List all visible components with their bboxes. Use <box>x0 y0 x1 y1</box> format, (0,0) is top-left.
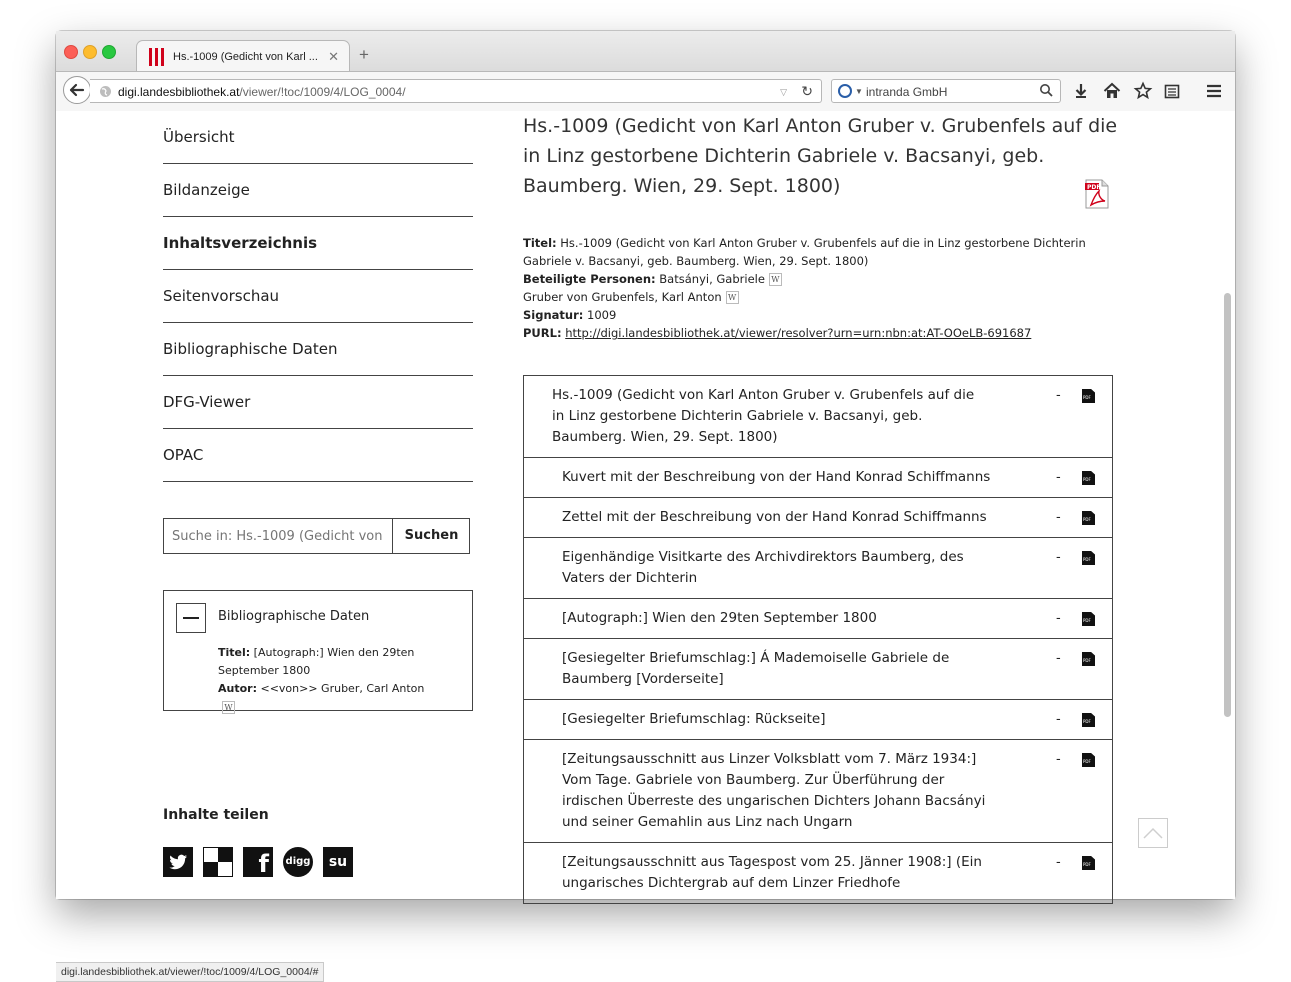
svg-text:PDF: PDF <box>1087 184 1101 191</box>
back-button[interactable] <box>63 76 91 104</box>
page-title: Hs.-1009 (Gedicht von Karl Anton Gruber v. Grubenfels auf die in Linz gestorbene Dichterin Gabriele v. Bacsanyi, geb. Baumberg. Wien, 29. Sept. 1800) <box>523 115 1118 197</box>
meta-signatur-label: Signatur: <box>523 308 584 322</box>
sidebar-navigation <box>163 111 473 482</box>
toc-row <box>524 639 1112 700</box>
home-icon[interactable] <box>1102 81 1122 101</box>
sidebar-search-input[interactable] <box>164 519 393 553</box>
table-of-contents <box>523 375 1113 904</box>
tab-bar <box>56 31 1235 71</box>
search-bar[interactable] <box>831 79 1061 103</box>
wikipedia-icon[interactable]: W <box>726 291 739 304</box>
toc-row <box>524 599 1112 639</box>
url-bar[interactable] <box>90 79 822 103</box>
chevron-up-icon <box>1139 819 1167 847</box>
vertical-scrollbar[interactable] <box>1224 293 1231 717</box>
search-engine-text: intranda GmbH <box>866 85 948 99</box>
close-window-button[interactable] <box>64 45 78 59</box>
toc-dash: - <box>1056 712 1061 727</box>
toc-dash: - <box>1056 470 1061 485</box>
sidebar-item-seitenvorschau[interactable]: Seitenvorschau <box>163 270 473 323</box>
globe-icon <box>99 85 112 98</box>
wikipedia-icon[interactable]: W <box>222 701 235 714</box>
pdf-icon[interactable] <box>1082 856 1095 870</box>
pdf-download-icon[interactable] <box>1085 179 1109 209</box>
meta-persons-label: Beteiligte Personen: <box>523 272 656 286</box>
pdf-icon[interactable] <box>1082 511 1095 525</box>
meta-titel-label: Titel: <box>523 236 557 250</box>
sidebar-item-bibliographische-daten[interactable]: Bibliographische Daten <box>163 323 473 376</box>
library-favicon-icon <box>149 48 165 66</box>
pdf-icon[interactable] <box>1082 551 1095 565</box>
zoom-window-button[interactable] <box>102 45 116 59</box>
scroll-to-top-button[interactable] <box>1138 818 1168 848</box>
toc-link[interactable]: [Zeitungsausschnitt aus Tagespost vom 25. Jänner 1908:] (Ein ungarisches Dichtergrab auf dem Linzer Friedhofe <box>562 854 982 891</box>
toc-row <box>524 538 1112 599</box>
search-engine-icon[interactable] <box>838 84 852 98</box>
sidebar-item-bildanzeige[interactable]: Bildanzeige <box>163 164 473 217</box>
bib-titel-value: [Autograph:] Wien den 29ten September 1800 <box>218 646 415 677</box>
toc-link[interactable]: [Autograph:] Wien den 29ten September 1800 <box>562 610 877 626</box>
bibliographic-data-widget <box>163 590 473 711</box>
toc-link[interactable]: Hs.-1009 (Gedicht von Karl Anton Gruber v. Grubenfels auf die in Linz gestorbene Dichterin Gabriele v. Bacsanyi, geb. Baumberg. Wien, 29. Sept. 1800) <box>552 387 975 445</box>
toc-dash: - <box>1056 388 1061 403</box>
bib-autor-label: Autor: <box>218 682 257 695</box>
reload-icon[interactable]: ↻ <box>801 83 813 99</box>
pdf-icon[interactable] <box>1082 389 1095 403</box>
pdf-icon[interactable] <box>1082 652 1095 666</box>
pdf-icon[interactable] <box>1082 753 1095 767</box>
url-text <box>118 85 406 99</box>
pdf-icon[interactable] <box>1082 713 1095 727</box>
navigation-toolbar <box>56 71 1235 112</box>
toc-link[interactable]: [Zeitungsausschnitt aus Linzer Volksblatt vom 7. März 1934:] Vom Tage. Gabriele von Baumberg. Zur Überführung der irdischen Überreste des ungarischen Dichters Johann Bacsányi und seiner Gemahlin aus Linz nach Ungarn <box>562 751 986 830</box>
toc-dash: - <box>1056 855 1061 870</box>
toc-dash: - <box>1056 550 1061 565</box>
bookmark-star-icon[interactable] <box>1133 81 1153 101</box>
purl-link[interactable]: http://digi.landesbibliothek.at/viewer/resolver?urn=urn:nbn:at:AT-OOeLB-691687 <box>565 326 1032 340</box>
twitter-bird-icon <box>163 847 193 877</box>
tab-title: Hs.-1009 (Gedicht von Karl ... <box>173 51 318 63</box>
toc-row <box>524 843 1112 903</box>
digg-icon[interactable]: digg <box>283 847 313 877</box>
sidebar-item-opac[interactable]: OPAC <box>163 429 473 482</box>
toc-dash: - <box>1056 651 1061 666</box>
browser-tab[interactable] <box>136 40 350 73</box>
pdf-icon[interactable] <box>1082 612 1095 626</box>
bib-titel-label: Titel: <box>218 646 251 659</box>
url-path: /viewer/!toc/1009/4/LOG_0004/ <box>239 85 406 99</box>
toc-link[interactable]: Eigenhändige Visitkarte des Archivdirektors Baumberg, des Vaters der Dichterin <box>562 549 964 586</box>
sidebar-item-dfg-viewer[interactable]: DFG-Viewer <box>163 376 473 429</box>
metadata-block <box>523 234 1123 342</box>
url-dropdown-icon[interactable]: ▽ <box>780 87 787 97</box>
share-title: Inhalte teilen <box>163 807 269 823</box>
toc-row <box>524 740 1112 843</box>
search-icon[interactable] <box>1039 83 1054 98</box>
toc-link[interactable]: [Gesiegelter Briefumschlag:] Á Mademoiselle Gabriele de Baumberg [Vorderseite] <box>562 650 950 687</box>
meta-person-1: Batsányi, Gabriele <box>659 272 765 286</box>
delicious-squares-icon <box>204 848 232 876</box>
collapse-minus-icon[interactable] <box>176 603 206 633</box>
toc-row <box>524 458 1112 498</box>
toc-dash: - <box>1056 611 1061 626</box>
toc-dash: - <box>1056 510 1061 525</box>
reading-list-icon[interactable] <box>1162 81 1182 101</box>
status-bar: digi.landesbibliothek.at/viewer/!toc/1009/4/LOG_0004/# <box>56 962 324 982</box>
browser-window <box>56 31 1235 978</box>
toc-row <box>524 498 1112 538</box>
toc-dash: - <box>1056 752 1061 767</box>
back-arrow-icon <box>64 77 90 103</box>
sidebar-item-inhaltsverzeichnis[interactable]: Inhaltsverzeichnis <box>163 217 473 270</box>
meta-purl-label: PURL: <box>523 326 562 340</box>
search-engine-caret-icon[interactable]: ▼ <box>855 87 863 96</box>
twitter-icon[interactable] <box>163 847 193 877</box>
tab-close-icon[interactable]: ✕ <box>328 49 339 64</box>
toc-link[interactable]: [Gesiegelter Briefumschlag: Rückseite] <box>562 711 826 727</box>
url-domain: digi.landesbibliothek.at <box>118 85 240 99</box>
toc-row <box>524 700 1112 740</box>
page-content <box>56 111 1235 978</box>
meta-titel-value: Hs.-1009 (Gedicht von Karl Anton Gruber v. Grubenfels auf die in Linz gestorbene Dichterin Gabriele v. Bacsanyi, geb. Baumberg. Wien, 29. Sept. 1800) <box>523 236 1086 268</box>
toc-link[interactable]: Zettel mit der Beschreibung von der Hand Konrad Schiffmanns <box>562 509 987 525</box>
bib-widget-title: Bibliographische Daten <box>218 609 370 624</box>
meta-person-2: Gruber von Grubenfels, Karl Anton <box>523 290 722 304</box>
menu-icon[interactable] <box>1204 81 1224 101</box>
bib-widget-body <box>218 644 438 716</box>
wikipedia-icon[interactable]: W <box>769 273 782 286</box>
stumbleupon-icon[interactable]: su <box>323 847 353 877</box>
minimize-window-button[interactable] <box>83 45 97 59</box>
new-tab-icon[interactable]: + <box>359 45 369 64</box>
toc-row <box>524 376 1112 458</box>
pdf-icon[interactable] <box>1082 471 1095 485</box>
sidebar-search-button[interactable]: Suchen <box>404 528 459 543</box>
meta-signatur-value: 1009 <box>587 308 617 322</box>
sidebar-search <box>163 518 470 554</box>
download-icon[interactable] <box>1071 81 1091 101</box>
facebook-icon[interactable]: f <box>243 847 273 877</box>
toc-link[interactable]: Kuvert mit der Beschreibung von der Hand Konrad Schiffmanns <box>562 469 991 485</box>
bib-autor-value: <<von>> Gruber, Carl Anton <box>260 682 425 695</box>
sidebar-item-uebersicht[interactable]: Übersicht <box>163 111 473 164</box>
delicious-icon[interactable] <box>203 847 233 877</box>
